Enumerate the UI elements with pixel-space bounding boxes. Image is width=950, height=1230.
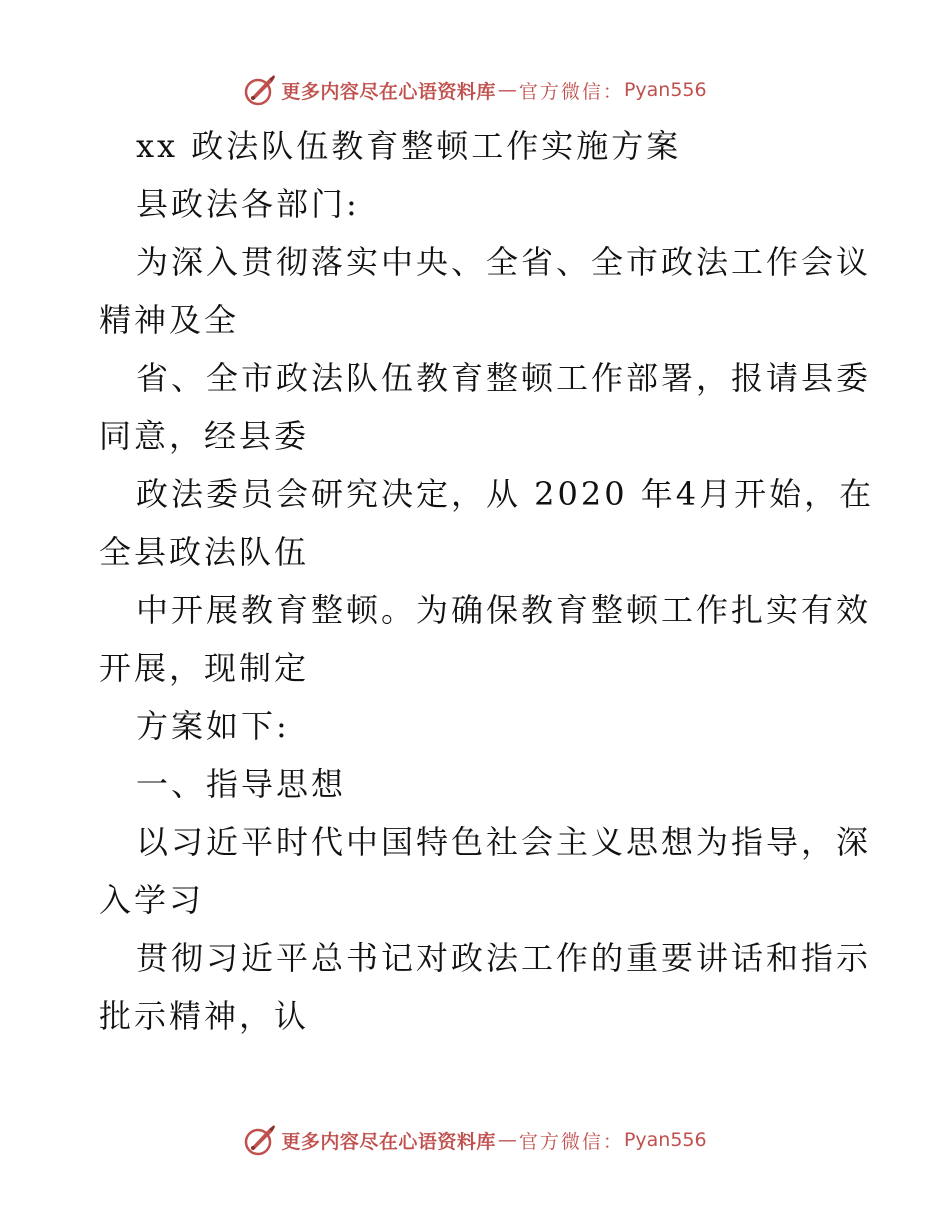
watermark-footer: [0, 1120, 950, 1160]
watermark-wechat-id: Pyan556: [623, 1129, 707, 1151]
text-line: 以习近平时代中国特色社会主义思想为指导，深: [136, 823, 872, 861]
text-line: 同意，经县委: [99, 417, 310, 455]
watermark-separator: —: [497, 1129, 517, 1151]
text-line: 批示精神，认: [99, 997, 310, 1035]
watermark-wechat-label: 官方微信：: [518, 80, 624, 103]
text-line: 贯彻习近平总书记对政法工作的重要讲话和指示: [136, 939, 872, 977]
watermark-site-text: 更多内容尽在心语资料库: [281, 80, 496, 103]
text-line: 开展，现制定: [99, 649, 310, 687]
text-line: 政法委员会研究决定，从 2020 年4月开始，在: [136, 475, 875, 513]
text-line: 入学习: [99, 881, 205, 919]
text-line: 方案如下:: [136, 707, 290, 745]
text-line: 省、全市政法队伍教育整顿工作部署，报请县委: [136, 359, 872, 397]
text-line: 中开展教育整顿。为确保教育整顿工作扎实有效: [136, 591, 872, 629]
watermark-site-text: 更多内容尽在心语资料库: [281, 1130, 496, 1153]
addressee-line: 县政法各部门:: [136, 185, 360, 223]
watermark-wechat-id: Pyan556: [623, 79, 707, 101]
text-line: 为深入贯彻落实中央、全省、全市政法工作会议: [136, 243, 872, 281]
quill-logo-icon: [243, 1123, 277, 1157]
watermark-separator: —: [497, 79, 517, 101]
section-heading: 一、指导思想: [136, 765, 347, 803]
document-title: xx 政法队伍教育整顿工作实施方案: [136, 127, 682, 165]
text-line: 全县政法队伍: [99, 533, 310, 571]
text-line: 精神及全: [99, 301, 240, 339]
watermark-wechat-label: 官方微信：: [518, 1130, 624, 1153]
